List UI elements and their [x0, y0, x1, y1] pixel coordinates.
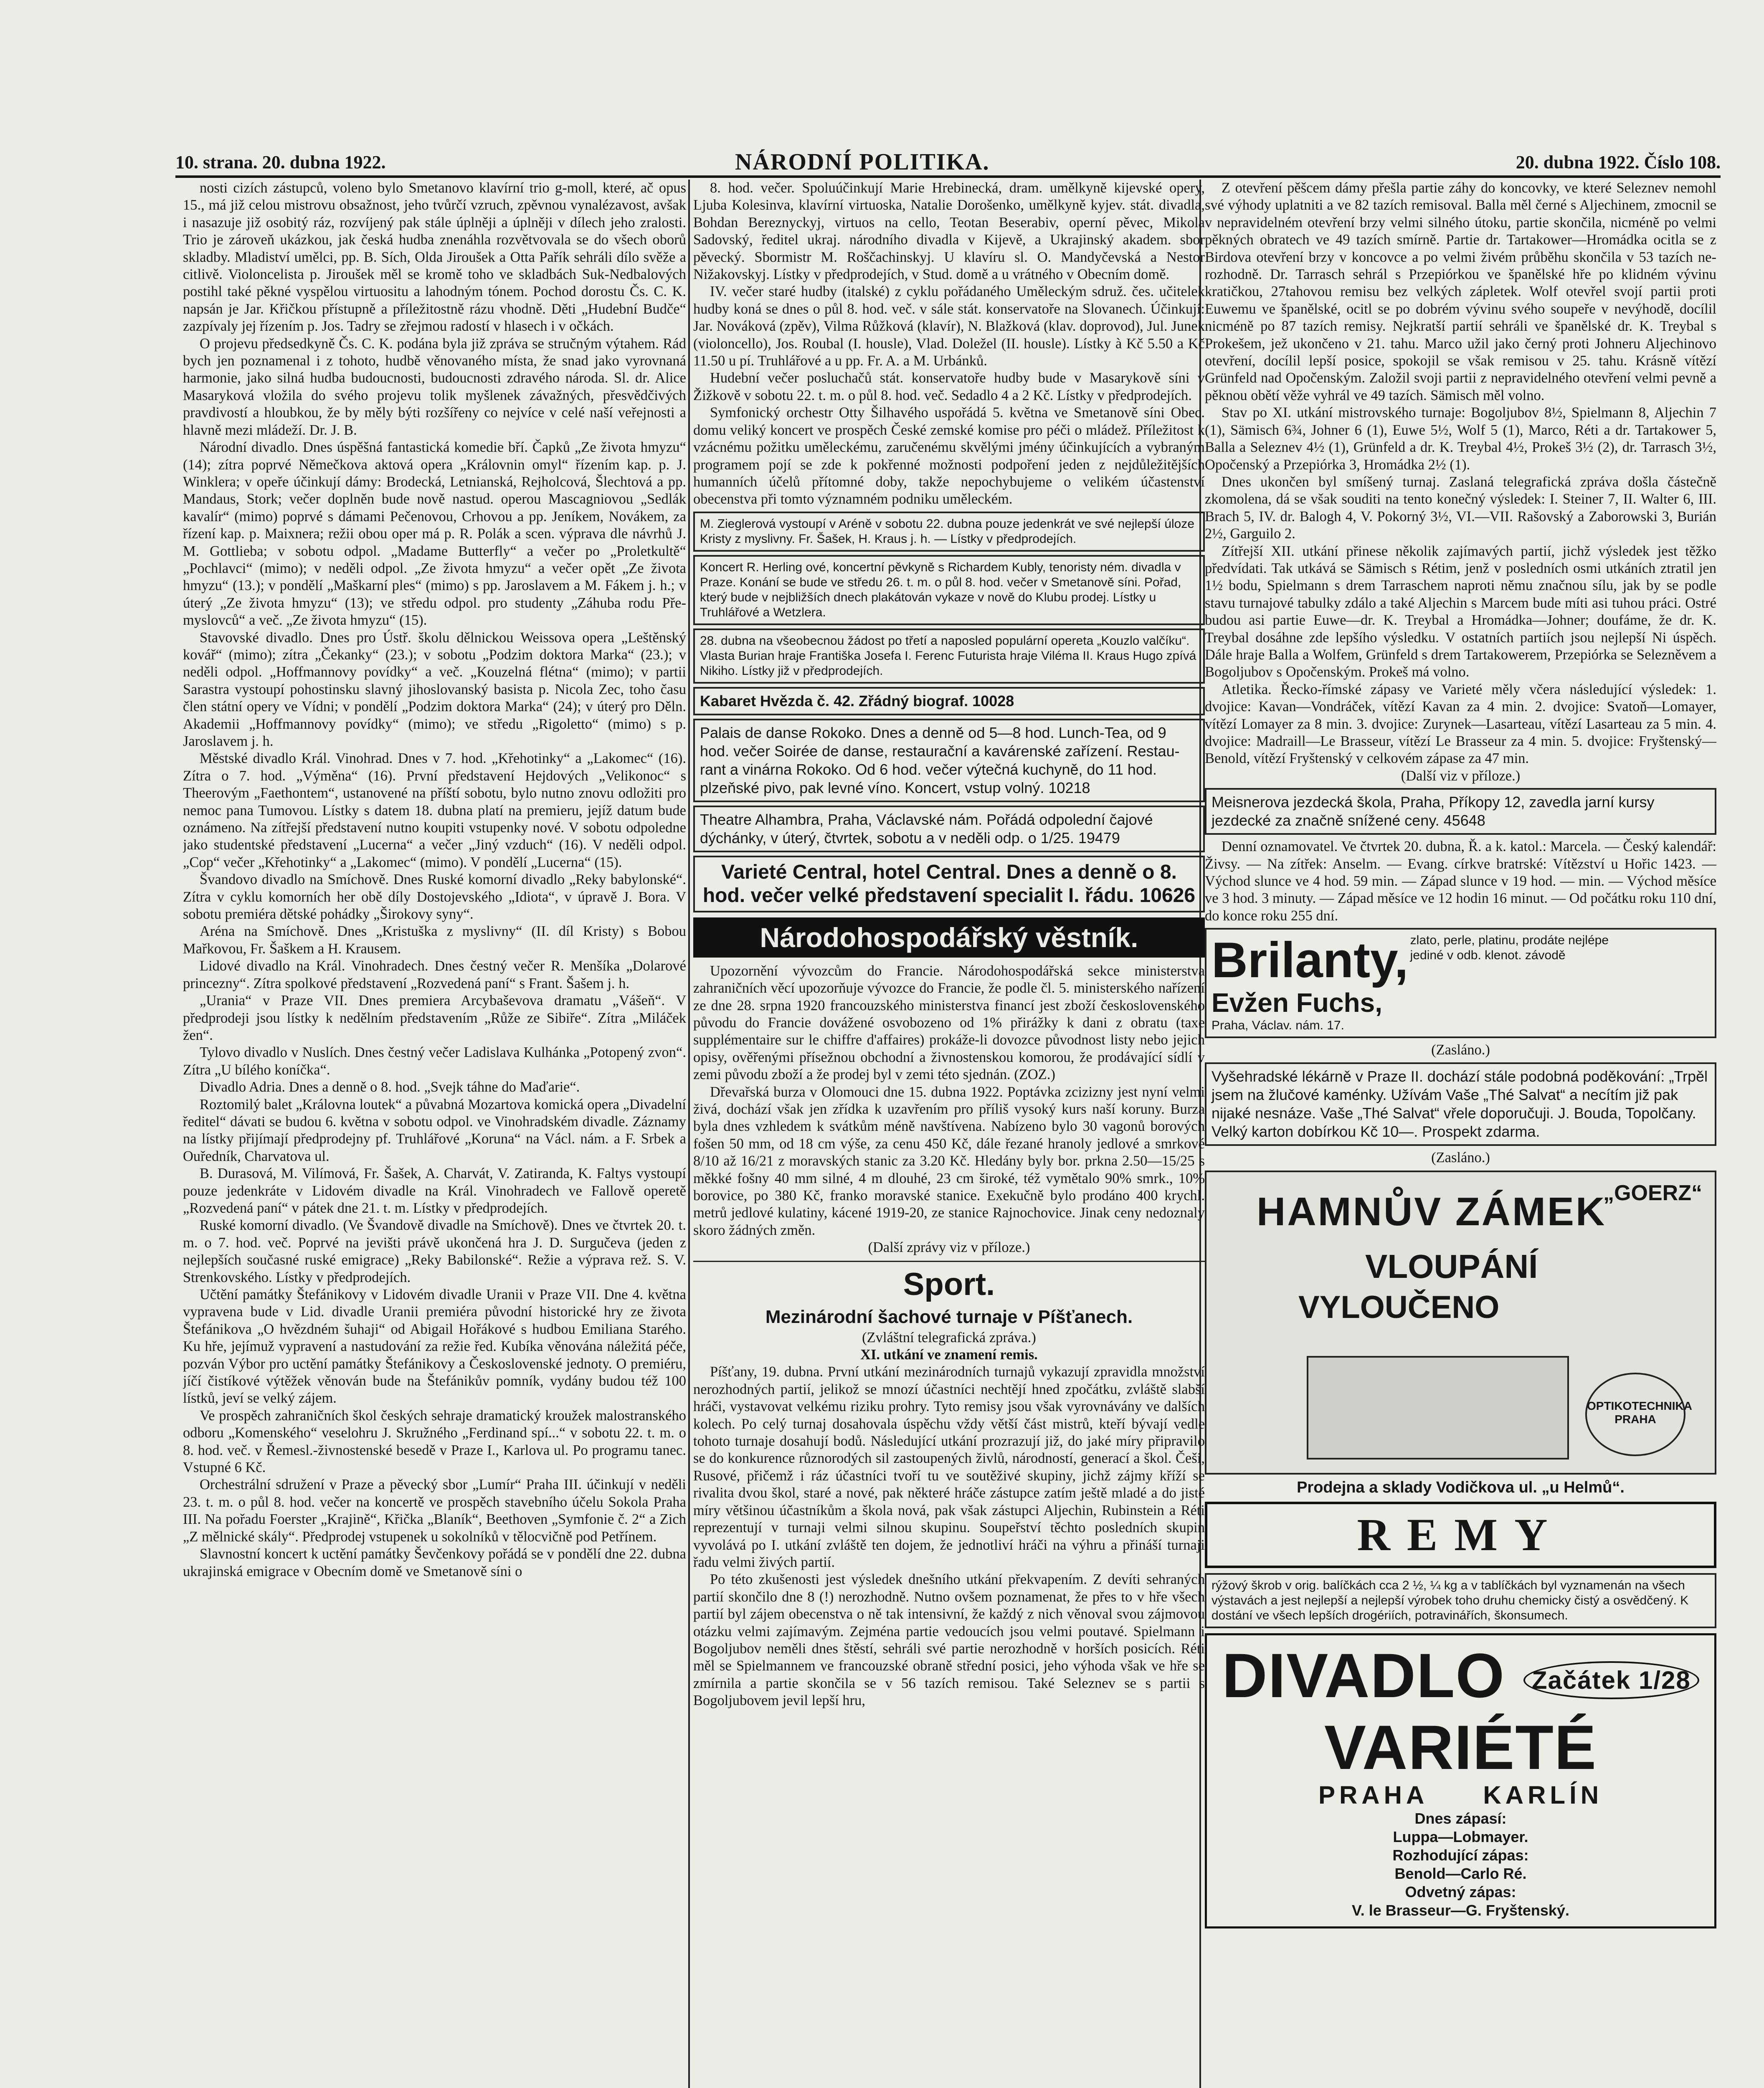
column-3	[1205, 180, 1716, 2088]
theatre-notice: Ve prospěch zahraničních škol českých sehraje dramatický kroužek malostranského odboru „Komenského“ veselohru J. Skružného „Ferdinand spí...“ v sobotu 22. t. m. o 8. hod. več. v Řemesl.-živnostenské besedě v Praze I., Karlova ul. Po programu tanec. Vstupné 6 Kč.	[183, 1407, 686, 1476]
optikotechnika-badge: OPTIKOTECHNIKA PRAHA	[1585, 1373, 1685, 1456]
chess-standings: Stav po XI. utkání mistrovského turnaje: Bogoljubov 8½, Spielmann 8, Aljechin 7 (1), Sämisch 6¾, Johner 6 (1), Euwe 5½, Wolf 5 (1), Marco, Réti a dr. Tartakower 5, Balla a Seleznev 4½ (1), Grünfeld a dr. K. Treybal 4½, Prokeš 3½ (2), dr. Tarrasch 3½, Opočenský a Przepiórka 3, Hromádka 2½ (1).	[1205, 405, 1716, 473]
advert-kouzlo-valciku: 28. dubna na všeobecnou žádost po třetí a naposled populární opereta „Kouzlo valčíku“. Vlasta Burian hraje Františka Josefa I. Ferenc Futurista hraje Viléma II. Kraus Hugo zpívá Nikiho. Lístky již v předprodejích.	[693, 628, 1205, 684]
advert-variete-central: Varieté Central, hotel Central. Dnes a denně o 8. hod. večer velké představení specialit I. řádu. 10626	[693, 856, 1205, 912]
divadlo-city: PRAHA	[1318, 1781, 1428, 1809]
variete-word: VARIÉTÉ	[1324, 1712, 1597, 1783]
economy-paragraph: Dřevařská burza v Olomouci dne 15. dubna 1922. Poptávka zcizizny jest nyní velmi živá, dochází však jen zřídka k uzavřením pro příliš vysoký kurs naší koruny. Burza byla dnes vzhledem k svátkům méně navštívena. Nabízeno bylo 30 vagonů borových fošen 50 mm, od 18 cm výše, za cenu 450 Kč, dále řezané hranoly jedlové a smrkové 8/10 až 16/21 z moravských stanic za 3.20 Kč. Hledány byly bor. prkna 2.50—15/25 s měkké fošny 40 mm silné, 4 m dlouhé, 23 cm široké, též vymětalo 90% smrk., 10% borovice, po 380 Kč, franko moravské stanice. Exekučně bylo prodáno 400 krychl. metrů jedlové kulatiny, kácené 1919-20, ze stanice Rajnochovice. Jinak ceny nedoznaly skoro žádných změn.	[693, 1084, 1205, 1238]
article-paragraph: O projevu předsedkyně Čs. C. K. podána byla již zpráva se stručným výtahem. Rád bych jen poznamenal i z tohoto, hudbě věnovaného místa, že snad jako vyrovnaná harmonie, jako silná hudba budoucnosti, budoucnosti zdravého národa. Sl. dr. Alice Masaryková vložila do svého projevu tolik myšlenek závažných, přesvědčivých pravdivostí a hloubkou, že by měly býti rozšířeny co nejvíce v celé naší veřejnosti a hlavně mezi mládeží. Dr. J. B.	[183, 335, 686, 438]
column-1	[183, 180, 686, 2088]
advert-remy: REMY	[1205, 1502, 1716, 1568]
page-header	[175, 151, 1721, 178]
advert-kabaret-hvezda: Kabaret Hvězda č. 42. Zřádný biograf. 10028	[693, 687, 1205, 715]
theatre-notice: Švandovo divadlo na Smíchově. Dnes Ruské komorní divadlo „Reky babylonské“. Zítra v cyklu komorních her obě díly Dostojevského „Idiota“, v úpravě J. Bora. V sobotu premiéra dětské pohádky „Širokovy syny“.	[183, 872, 686, 922]
see-supplement: (Další zprávy viz v příloze.)	[868, 1239, 1030, 1256]
theatre-notice: Učtění památky Štefánikovy v Lidovém divadle Uranii v Praze VII. Dne 4. května vypravena bude v Lid. divadle Uranii premiéra původní historické hry ze života Štefánikova „O hvězdném šuhaji“ od Abigail Hořákové s hudbou Emiliana Starého. Ku hře, jejímuž vypravení a nastudování za režie řed. Kubíka věnována náležitá péče, pozván Výbor pro uctění památky Štefánikovy a Československé jednoty. O premiéru, jíčí čistíkové výtěžek věnován bude na Štefánikův pomník, vydány budou též 100 lístků, jeví se velký zájem.	[183, 1287, 686, 1406]
remy-text: rýžový škrob v orig. balíčkách cca 2 ½, ¼ kg a v tablíčkách byl vyznamenán na všech výstavách a jest nejlepší a nejlepší výrobek toho druhu chemicky čistý a osvědčený. K dostání ve všech lepších drogériích, potravinářích, škonsumech.	[1205, 1573, 1716, 1628]
advert-brilanty	[1205, 928, 1716, 1038]
column-rule	[688, 180, 690, 2088]
article-headline: Mezinárodní šachové turnaje v Píšťanech.	[765, 1306, 1133, 1327]
zaslano-label: (Zasláno.)	[1431, 1149, 1490, 1166]
daily-calendar: Denní oznamovatel. Ve čtvrtek 20. dubna, Ř. a k. katol.: Marcela. — Český kalendář: Živsy. — Na zítřek: Anselm. — Evang. církve bratrské: Vítězství u Hořic 1423. — Východ slunce ve 4 hod. 59 min. — Západ slunce v 19 hod. — min. — Východ měsíce ve 3 hod. 3 minuty. — Západ měsíce ve 12 hodin 16 minut. — Od počátku roku 110 dní, do konce roku 255 dní.	[1205, 839, 1716, 924]
divadlo-row: Rozhodující zápas:	[1392, 1847, 1529, 1864]
concert-notice: 8. hod. večer. Spoluúčinkují Marie Hrebinecká, dram. umělkyně kijevské opery, Ljuba Kolesinva, klavírní virtuoska, Natalie Dorošenko, umělkyně kyjev. stát. divadla, Bohdan Bereznyckyj, virtuos na cello, Teotan Beserabiv, operní pěvec, Mikola Sadovský, ředitel ukraj. národního divadla v Kijevě, a Ukrajinský akadem. sbor pěvecký. Sbormistr M. Roščachinskyj. U klavíru sl. O. Mandyčevská a Nestor Nižakovskyj. Lístky v předprodejích, v Stud. domě a u vrátného v Obecním domě.	[693, 180, 1205, 283]
hamnuv-line: VYLOUČENO	[1298, 1290, 1500, 1325]
brilanty-title: Brilanty,	[1211, 932, 1409, 988]
zaslano-label: (Zasláno.)	[1431, 1042, 1490, 1058]
theatre-notice: Stavovské divadlo. Dnes pro Ústř. školu dělnickou Weissova opera „Leštěnský kovář“ (mimo); zítra „Čekanky“ (23.); v sobotu „Podzim doktora Marka“ (23.); v neděli odpol. „Hoffmannovy povídky“ a več. „Kouzelná flétna“ (mimo); v partii Sarastra vystoupí pohostinsku slavný jihoslovanský basista p. Nicola Zec, toho času člen státní opery ve Vídni; v pondělí „Podzim doktora Marka“ (24); v úterý pro Děln. Akademii „Hoffmannovy povídky“ (mimo); ve středu „Rigoletto“ (mimo) s p. Jaroslavem j. h.	[183, 629, 686, 749]
theatre-notice: Městské divadlo Král. Vinohrad. Dnes v 7. hod. „Křehotinky“ a „Lakomec“ (16). Zítra o 7. hod. „Výměna“ (16). První představení Hejdových „Velikonoc“ s Theerovým „Faethontem“, ustanovené na příští sobotu, bylo nutno znovu odložiti pro nemoc pana Tumovou. Lístky s datem 18. dubna platí na premieru, jejíž datum bude oznámeno. Na zítřejší představení nutno koupiti vstupenky nové. V sobotu odpoledne jako studentské představení „Lucerna“ a večer „Jiný vzduch“ (16). V neděli odpol. „Cop“ večer „Křehotinky“ a „Lakomec“ (mimo). V pondělí „Lucerna“ (15).	[183, 750, 686, 870]
economy-paragraph: Upozornění vývozcům do Francie. Národohospodářská sekce ministerstva zahraničních věcí upozorňuje vývozce do Francie, že podle čl. 5. ministerského nařízení ze dne 28. srpna 1920 francouzského ministerstva financí jest zboží československého původu do Francie dovážené osvobozeno od 1% přirážky k dani z obratu (taxe supplémentaire sur le chiffre d'affaires) prokáže-li dovozce původnost listy nebo jejich opisy, ověřenými přísežnou obchodní a živnostenskou komorou, že prodávající sídlí v zemi původu zboží a že prodej byl v zemi této sjednán. (ZOZ.)	[693, 963, 1205, 1083]
brilanty-address: Praha, Václav. nám. 17.	[1211, 1019, 1344, 1033]
article-subhead: XI. utkání ve znamení remis.	[860, 1347, 1038, 1363]
concert-notice: Symfonický orchestr Otty Šilhavého uspořádá 5. května ve Smetanově síni Obec. domu veliký koncert ve prospěch České zemské komise pro péči o mládež. Příležitost k vzácnému požitku uměleckému, zaručenému skvělými jmény účinkujících a vybraným programem pojí se zde k pokřenné možnosti podpoření jeden z nejdůležitějších humanních účelů přítomné doby, takže nepochybujeme o velikém účastenství obecenstva při tomto významném podniku uměleckém.	[693, 405, 1205, 507]
hamnuv-line: VLOUPÁNÍ	[1365, 1248, 1538, 1285]
article-paragraph: nosti cizích zástupců, voleno bylo Smetanovo klavírní trio g-moll, které, ač opus 15., má již celou mistrovu obsažnost, jeho tvůrčí vzruch, zpěvnou vynalézavost, avšak i nasazuje již osobitý ráz, rozvíjený pak stále úplněji a úplněji v dílech jeho zralosti. Trio je zároveň ukázkou, jak česká hudba znenáhla rozvětvovala se do všech oborů skladby. Mladiství umělci, pp. B. Sích, Olda Jiroušek a Otta Pařík sehráli dílo svěže a citlivě. Violoncelista p. Jiroušek měl se kromě toho ve skladbách Suk-Nedbalových postihl také pěkné vyspělou virtuositu a lahodným tónem. Pochod dorostu Čs. C. K. napsán je Jar. Křičkou přístupně a příležitostně rázu vhodně. Děti „Hudební Budče“ zazpívaly jej řízením p. Jos. Tadry se zřejmou radostí v hlasech i v očkách.	[183, 180, 686, 334]
advert-herlingova: Koncert R. Herling ové, koncertní pěvkyně s Richardem Kubly, tenoristy ném. divadla v Praze. Konání se bude ve středu 26. t. m. o půl 8. hod. večer v Smetanově síni. Pořad, který bude v nejbližších dnech plakátován vykaze v nově do Klubu prodej. Lístky u Truhlářové a Wetzlera.	[693, 555, 1205, 625]
lock-illustration	[1307, 1356, 1569, 1460]
divadlo-row: Benold—Carlo Ré.	[1394, 1865, 1527, 1883]
hamnuv-footer: Prodejna a sklady Vodičkova ul. „u Helmů“.	[1297, 1479, 1625, 1497]
section-title: Sport.	[903, 1266, 995, 1302]
concert-notice: IV. večer staré hudby (italské) z cyklu pořádaného Uměleckým sdruž. čes. učitelek hudby koná se dnes o půl 8. hod. več. v sále stát. konservatoře na Slovanech. Účinkují: Jar. Nováková (zpěv), Vilma Růžková (klavír), N. Blažková (klav. doprovod), Jul. Junek (violoncello), Jos. Roubal (I. housle), Vlad. Doležel (II. housle). Lístky à Kč 5.50 a Kč 11.50 u pí. Truhlářové a u pp. Fr. A. a M. Urbánků.	[693, 284, 1205, 369]
theatre-notice: Divadlo Adria. Dnes a denně o 8. hod. „Svejk táhne do Maďarie“.	[200, 1079, 580, 1095]
divadlo-row: Odvetný zápas:	[1405, 1883, 1516, 1901]
divider	[693, 1261, 1205, 1262]
hamnuv-title: HAMNŮV ZÁMEK	[1257, 1189, 1607, 1234]
advert-zieglerova: M. Zieglerová vystoupí v Aréně v sobotu 22. dubna pouze jedenkrát ve své nejlepší úloze Kristy z myslivny. Fr. Šašek, H. Kraus j. h. — Lístky v předprodejích.	[693, 512, 1205, 552]
chess-paragraph: Z otevření pěšcem dámy přešla partie záhy do koncovky, ve které Seleznev nemohl své výhody uplatniti a ve 82 tazích remisoval. Balla měl černé s Aljechinem, zmocnil se v nepravidelném otevření brzy velmi silného útoku, partie skončila, nicméně po velmi pěkných obratech ve 49 tazích smírně. Partie dr. Tartakower—Hromádka ocitla se z Birdova otevření brzy v koncovce a po velmi živém průběhu skončila v 53 tazích nerozhodně. Dr. Tarrasch sehrál s Przepiórkou ve španělské hře po klidném vývinu kratičkou, 27tahovou remisu bez velkých zápletek. Wolf otevřel svojí partii proti Euwemu ve španělské, ocitl se po dobrém vývinu svého soupeře v nevýhodě, docílil nicméně po 87 tazích remisy. Nejkratší partií sehráli ve španělské dr. K. Treybal s Prokešem, jež ukončeno v 21. tahu. Marco užil jako černý proti Johneru Aljechinovo otevření, docílil lepší posice, spokojil se však remisou v 25. tahu. Krásně vítězí Grünfeld nad Opočenským. Založil svoji partii z nepravidelného otevření velmi pevně a pěknou obětí věže vyhrál ve 49 tazích. Sämisch měl volno.	[1205, 180, 1716, 403]
theatre-notice: B. Durasová, M. Vilímová, Fr. Šašek, A. Charvát, V. Zatiranda, K. Faltys vystoupí pouze jedenkráte v Lidovém divadle na Král. Vinohradech ve Fallově operetě „Rozvedená paní“ v pátek dne 21. t. m. Lístky v předprodejích.	[183, 1166, 686, 1216]
divadlo-title	[1214, 1642, 1708, 1781]
section-banner: Národohospodářský věstník.	[693, 917, 1205, 958]
divadlo-district: KARLÍN	[1483, 1781, 1603, 1809]
athletics-paragraph: Atletika. Řecko-římské zápasy ve Varieté měly včera následující výsledek: 1. dvojice: Kavan—Vondráček, vítězí Kavan za 4 min. 2. dvojice: Svatoň—Lomayer, vítězí Lomayer za 8 min. 3. dvojice: Zurynek—Lasarteau, vítězí Lasarteau za 5 min. 4. dvojice: Madraill—Le Brasseur, vítězí Le Brasseur za 4 min. 5. dvojice: Fryštenský—Benold, vítězí Fryštenský v celkovém zápase za 47 min.	[1205, 681, 1716, 767]
theatre-notice: Slavnostní koncert k uctění památky Ševčenkovy pořádá se v pondělí dne 22. dubna ukrajinská emigrace v Obecním domě ve Smetanově síni o	[183, 1546, 686, 1579]
theatre-notice: Ruské komorní divadlo. (Ve Švandově divadle na Smíchově). Dnes ve čtvrtek 20. t. m. o 7. hod. več. Poprvé na jevišti právě ukončená hra J. D. Surgučeva (jeden z nejlepších současné ruské emigrace) „Reky Babilonské“. Režie a výprava rež. S. V. Strenkovského. Lístky v předprodejích.	[183, 1217, 686, 1285]
header-right: 20. dubna 1922. Číslo 108.	[1516, 152, 1721, 172]
theatre-notice: Tylovo divadlo v Nuslích. Dnes čestný večer Ladislava Kulhánka „Potopený zvon“. Zítra „U bílého koníčka“.	[183, 1044, 686, 1078]
advert-alhambra: Theatre Alhambra, Praha, Václavské nám. Pořádá odpolední čajové dýchánky, v úterý, čtvrtek, sobotu a v neděli odp. o 1/25. 19479	[693, 806, 1205, 852]
chess-paragraph: Po této zkušenosti jest výsledek dnešního utkání překvapením. Z devíti sehraných partií skončilo dne 8 (!) nerozhodně. Nutno ovšem poznamenat, že přes to v hře všech partií byl zájem obecenstva o ně tak intensivní, že každý z nich věnoval svou zájmovou otázku velmi zajímavým. Zejména partie vedoucích jsou velmi poutavé. Spielmann i Bogoljubov neměli dnes štěstí, sehráli své partie nerozhodně v horších posicích. Réti měl se Spielmannem ve francouzské obraně střední posici, jeho výhoda však ve hře se zmírnila a partie skončila se v 56 tazích remisou. Také Seleznev se s partii s Bogoljubovem jevil lepší hru,	[693, 1571, 1205, 1709]
theatre-notice: Aréna na Smíchově. Dnes „Kristuška z myslivny“ (II. díl Kristy) s Bobou Mařkovou, Fr. Šaškem a H. Krausem.	[183, 923, 686, 957]
divadlo-location	[1214, 1781, 1708, 1809]
masthead: NÁRODNÍ POLITIKA.	[735, 149, 990, 175]
see-supplement: (Další viz v příloze.)	[1401, 768, 1521, 784]
brilanty-text: zlato, perle, platinu, prodáte nejlépe jediné v odb. klenot. závodě	[1410, 933, 1609, 963]
advert-hamnuv-zamek	[1205, 1171, 1716, 1475]
theatre-notice: Orchestrální sdružení v Praze a pěvecký sbor „Lumír“ Praha III. účinkují v neděli 23. t. m. o půl 8. hod. večer na koncertě ve prospěch stavebního účelu Sokola Praha III. Na pořadu Foerster „Krajině“, Křička „Blaník“, Beethoven „Symfonie č. 2“ a Zich „Z mělnické skály“. Předprodej vstupenek u sokolníků v tělocvičně pod Petřínem.	[183, 1477, 686, 1545]
goerz-brand: „GOERZ“	[1603, 1181, 1702, 1206]
theatre-notice: Roztomilý balet „Královna loutek“ a půvabná Mozartova komická opera „Divadelní ředitel“ dávati se budou 6. května v sobotu odpol. ve Vinohradském divadle. Záznamy na lístky přijímají předprodejny pf. Truhlářové „Koruna“ na Václ. nám. a F. Srbek a Ouředník, Charvatova ul.	[183, 1096, 686, 1164]
divadlo-row: V. le Brasseur—G. Fryštenský.	[1352, 1902, 1569, 1919]
header-left: 10. strana. 20. dubna 1922.	[175, 152, 386, 172]
divadlo-row: Luppa—Lobmayer.	[1393, 1828, 1528, 1846]
start-time-badge: Začátek 1/28	[1523, 1661, 1699, 1699]
advert-palais-rokoko: Palais de danse Rokoko. Dnes a denně od 5—8 hod. Lunch-Tea, od 9 hod. večer Soirée de danse, restaurační a kavárenské zařízení. Restaurant a vinárna Rokoko. Od 6 hod. večer výtečná kuchyně, do 11 hod. plzeňské pivo, pak levné víno. Koncert, vstup volný. 10218	[693, 719, 1205, 802]
article-subhead: (Zvláštní telegrafická zpráva.)	[862, 1329, 1036, 1346]
divadlo-row: Dnes zápasí:	[1414, 1810, 1507, 1827]
advert-divadlo-variete	[1205, 1633, 1716, 1928]
advert-vysehrad-lekarna: Vyšehradské lékárně v Praze II. dochází stále podobná poděkování: „Trpěl jsem na žlučové kaménky. Užívám Vaše „Thé Salvat“ a necítím již pak nijaké nesnáze. Vaše „Thé Salvat“ vřele doporučuji. J. Bouda, Topolčany. Velký karton dobírkou Kč 10—. Prospekt zdarma.	[1205, 1062, 1716, 1146]
concert-notice: Hudební večer posluchačů stát. konservatoře hudby bude v Masarykově síni v Žižkově v sobotu 22. t. m. o půl 8. hod. več. Sedadlo 4 a 2 Kč. Lístky v předprodejích.	[693, 370, 1205, 403]
brilanty-name: Evžen Fuchs,	[1211, 988, 1382, 1018]
chess-paragraph: Píšťany, 19. dubna. První utkání mezinárodních turnajů vykazují zpravidla množství nerozhodných partií, jelikož se mnozí účastníci nechtějí hned zpočátku, zvláště slabší hráči, vystavovat velkému riziku prohry. Tyto remisy jsou však vyrovnávány ve dalších kolech. Po celý turnaj dosahovala úspěchu vždy větší část mistrů, kteří bývají vedle tohoto turnaje dosahují bodů. Následující utkání prozrazují již, do jaké míry připravilo se do konkurence různorodých sil zastoupených živlů, národností, generací a škol. Češi, Rusové, přičemž i ráz účastníci tvoří tu ve soutěživé skupiny, jichž zájmy kříží se rivalita dvou škol, staré a nové, pak některé hráče zástupce zatím ještě mladé a do jisté míry většinou účastníkům a škola nová, pak však zástupci Aljechin, Rubinstein a Réti reprezentují v turnaji velmi silnou skupinu. Soupeřství těchto posledních skupin vyvolává po I. utkání zvláště ten dojem, že jednotliví hráči na výhru a přináší turnaji řadu velmi živých partií.	[693, 1364, 1205, 1570]
column-2	[693, 180, 1205, 2088]
theatre-notice: „Urania“ v Praze VII. Dnes premiera Arcybaševova dramatu „Vášeň“. V předprodeji jsou lístky k nedělním představením „Růže ze Sibiře“. Zítra „Miláček žen“.	[183, 993, 686, 1043]
theatre-notice: Lidové divadlo na Král. Vinohradech. Dnes čestný večer R. Menšíka „Dolarové princezny“. Zítra spolkové představení „Rozvedená paní“ s Frant. Šašem j. h.	[183, 958, 686, 991]
theatre-notice: Národní divadlo. Dnes úspěšná fantastická komedie bří. Čapků „Ze života hmyzu“ (14); zítra poprvé Němečkova aktová opera „Královnin omyl“ řízením kap. p. J. Winklera; v opeře účinkují dámy: Brodecká, Letnianská, Rejholcová, Šlechtová a pp. Mandaus, Stork; večer doplněn bude nově nastud. operou Mascagniovou „Sedlák kavalír“ (mimo) poprvé s dámami Pečenovou, Crhovou a pp. Jeníkem, Novákem, za řízení kap. p. Maixnera; režii obou oper má p. R. Polák a scen. výprava dle návrhů J. M. Gottlieba; v sobotu odpol. „Madame Butterfly“ a večer po „Proletkultě“ „Pochlavci“ (mimo); v neděli odpol. „Ze života hmyzu“ a večer opět „Ze života hmyzu“ (13.); v pondělí „Maškarní ples“ (mimo) s pp. Jaroslavem a M. Fákem j. h.; v úterý „Ze života hmyzu“ (13); ve středu odpol. pro studenty „Záhuba rodu Přemyslovců“ a več. „Ze života hmyzu“ (15).	[183, 439, 686, 628]
chess-paragraph: Dnes ukončen byl smíšený turnaj. Zaslaná telegrafická zpráva došla částečně zkomolena, dá se však souditi na tento konečný výsledek: I. Steiner 7, II. Walter 6, III. Brach 5, IV. dr. Balogh 4, V. Pokorný 3½, VI.—VII. Rašovský a Zaborowski 3, Burián 2½, Garguilo 2.	[1205, 474, 1716, 542]
advert-meisner: Meisnerova jezdecká škola, Praha, Příkopy 12, zavedla jarní kursy jezdecké za značně snížené ceny. 45648	[1205, 788, 1716, 835]
divadlo-word: DIVADLO	[1222, 1640, 1505, 1711]
chess-paragraph: Zítřejší XII. utkání přinese několik zajímavých partií, jichž výsledek jest těžko předvídati. Tak utkává se Sämisch s Rétim, jenž v posledních osmi utkáních ztratil jen 1½ bodu, Spielmann s drem Tarraschem naproti němu značnou sílu, jak by se podle stavu turnajové tabulky zdálo a také Aljechin s Marcem bude míti asi tuhou práci. Ostré budou asi partie Euwe—dr. K. Treybal a Hromádka—Johner; doufáme, že dr. K. Treybal dosáhne zde lepšího výsledku. V ostatních partiích jsou nejlepší Ni úspěch. Dále hraje Balla a Wolfem, Grünfeld s drem Tartakowerem, Przepiórka se Selezněvem a Bogoljubov s Opočenským. Prokeš má volno.	[1205, 543, 1716, 680]
